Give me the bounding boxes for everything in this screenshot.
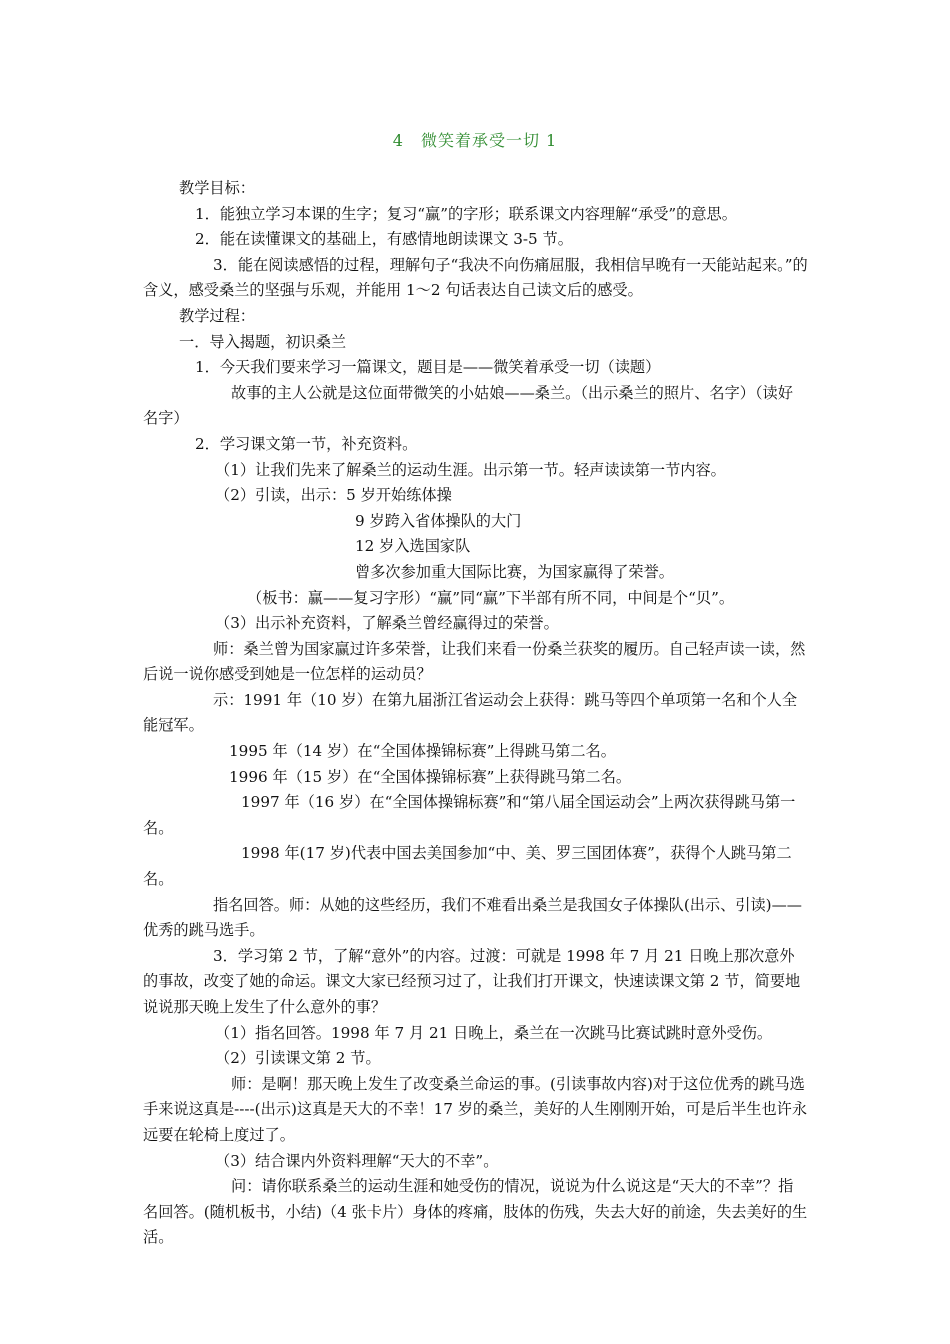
award-item: 1995 年（14 岁）在“全国体操锦标赛”上得跳马第二名。 bbox=[229, 742, 616, 761]
sub-step: （2）引读课文第 2 节。 bbox=[215, 1049, 381, 1068]
paragraph: 指名回答。师：从她的这些经历，我们不难看出桑兰是我国女子体操队(出示、引读)——优秀的跳马选手。 bbox=[143, 895, 802, 940]
paragraph: 师：是啊！那天晚上发生了改变桑兰命运的事。(引读事故内容)对于这位优秀的跳马选手来说这真是----(出示)这真是天大的不幸！17 岁的桑兰，美好的人生刚刚开始，可是后半生也许永远要在轮椅上度过了。 bbox=[143, 1074, 808, 1144]
paragraph: 师：桑兰曾为国家赢过许多荣誉，让我们来看一份桑兰获奖的履历。自己轻声读一读，然后说一说你感受到她是一位怎样的运动员？ bbox=[143, 639, 806, 684]
section-heading: 一．导入揭题，初识桑兰 bbox=[179, 332, 347, 351]
timeline-item: 曾多次参加重大国际比赛，为国家赢得了荣誉。 bbox=[355, 562, 674, 581]
paragraph: 示：1991 年（10 岁）在第九届浙江省运动会上获得：跳马等四个单项第一名和个人全能冠军。 bbox=[143, 690, 798, 735]
sub-step: （3）出示补充资料，了解桑兰曾经赢得过的荣誉。 bbox=[215, 614, 559, 633]
award-item: 1997 年（16 岁）在“全国体操锦标赛”和“第八届全国运动会”上两次获得跳马第一名。 bbox=[143, 793, 796, 837]
award-item: 1998 年(17 岁)代表中国去美国参加“中、美、罗三国团体赛”，获得个人跳马第二名。 bbox=[143, 844, 792, 889]
goal-heading: 教学目标： bbox=[179, 179, 255, 197]
timeline-item: 9 岁跨入省体操队的大门 bbox=[355, 511, 522, 530]
step-item: 2．学习课文第一节，补充资料。 bbox=[195, 434, 418, 453]
goal-item: 3．能在阅读感悟的过程，理解句子“我决不向伤痛屈服，我相信早晚有一天能站起来。”的含义，感受桑兰的坚强与乐观，并能用 1～2 句话表达自己读文后的感受。 bbox=[143, 255, 808, 300]
lesson-body bbox=[143, 176, 808, 1251]
paragraph: 故事的主人公就是这位面带微笑的小姑娘——桑兰。（出示桑兰的照片、名字）（读好名字） bbox=[143, 383, 793, 428]
sub-step: （1）让我们先来了解桑兰的运动生涯。出示第一节。轻声读读第一节内容。 bbox=[215, 460, 726, 479]
process-heading: 教学过程： bbox=[179, 306, 255, 325]
award-item: 1996 年（15 岁）在“全国体操锦标赛”上获得跳马第二名。 bbox=[229, 767, 632, 786]
goal-item: 2．能在读懂课文的基础上，有感情地朗读课文 3-5 节。 bbox=[195, 230, 573, 249]
step-item: 1．今天我们要来学习一篇课文，题目是——微笑着承受一切（读题） bbox=[195, 358, 661, 377]
sub-step: （1）指名回答。1998 年 7 月 21 日晚上，桑兰在一次跳马比赛试跳时意外受伤。 bbox=[215, 1023, 773, 1042]
sub-step: （3）结合课内外资料理解“天大的不幸”。 bbox=[215, 1151, 499, 1170]
paragraph: 问：请你联系桑兰的运动生涯和她受伤的情况，说说为什么说这是“天大的不幸”？指名回答。(随机板书，小结)（4 张卡片）身体的疼痛，肢体的伤残，失去大好的前途，失去美好的生活。 bbox=[143, 1177, 808, 1247]
step-item: 3．学习第 2 节，了解“意外”的内容。过渡：可就是 1998 年 7 月 21 日晚上那次意外的事故，改变了她的命运。课文大家已经预习过了，让我们打开课文，快速读课文第 2 节，简要地说说那天晚上发生了什么意外的事？ bbox=[143, 946, 801, 1016]
board-note: （板书：赢——复习字形）“赢”同“赢”下半部有所不同，中间是个“贝”。 bbox=[247, 588, 735, 607]
goal-item: 1．能独立学习本课的生字；复习“赢”的字形；联系课文内容理解“承受”的意思。 bbox=[195, 204, 737, 223]
sub-step: （2）引读，出示：5 岁开始练体操 bbox=[215, 486, 452, 505]
lesson-title: 4 微笑着承受一切 1 bbox=[392, 131, 558, 150]
timeline-item: 12 岁入选国家队 bbox=[355, 537, 471, 556]
